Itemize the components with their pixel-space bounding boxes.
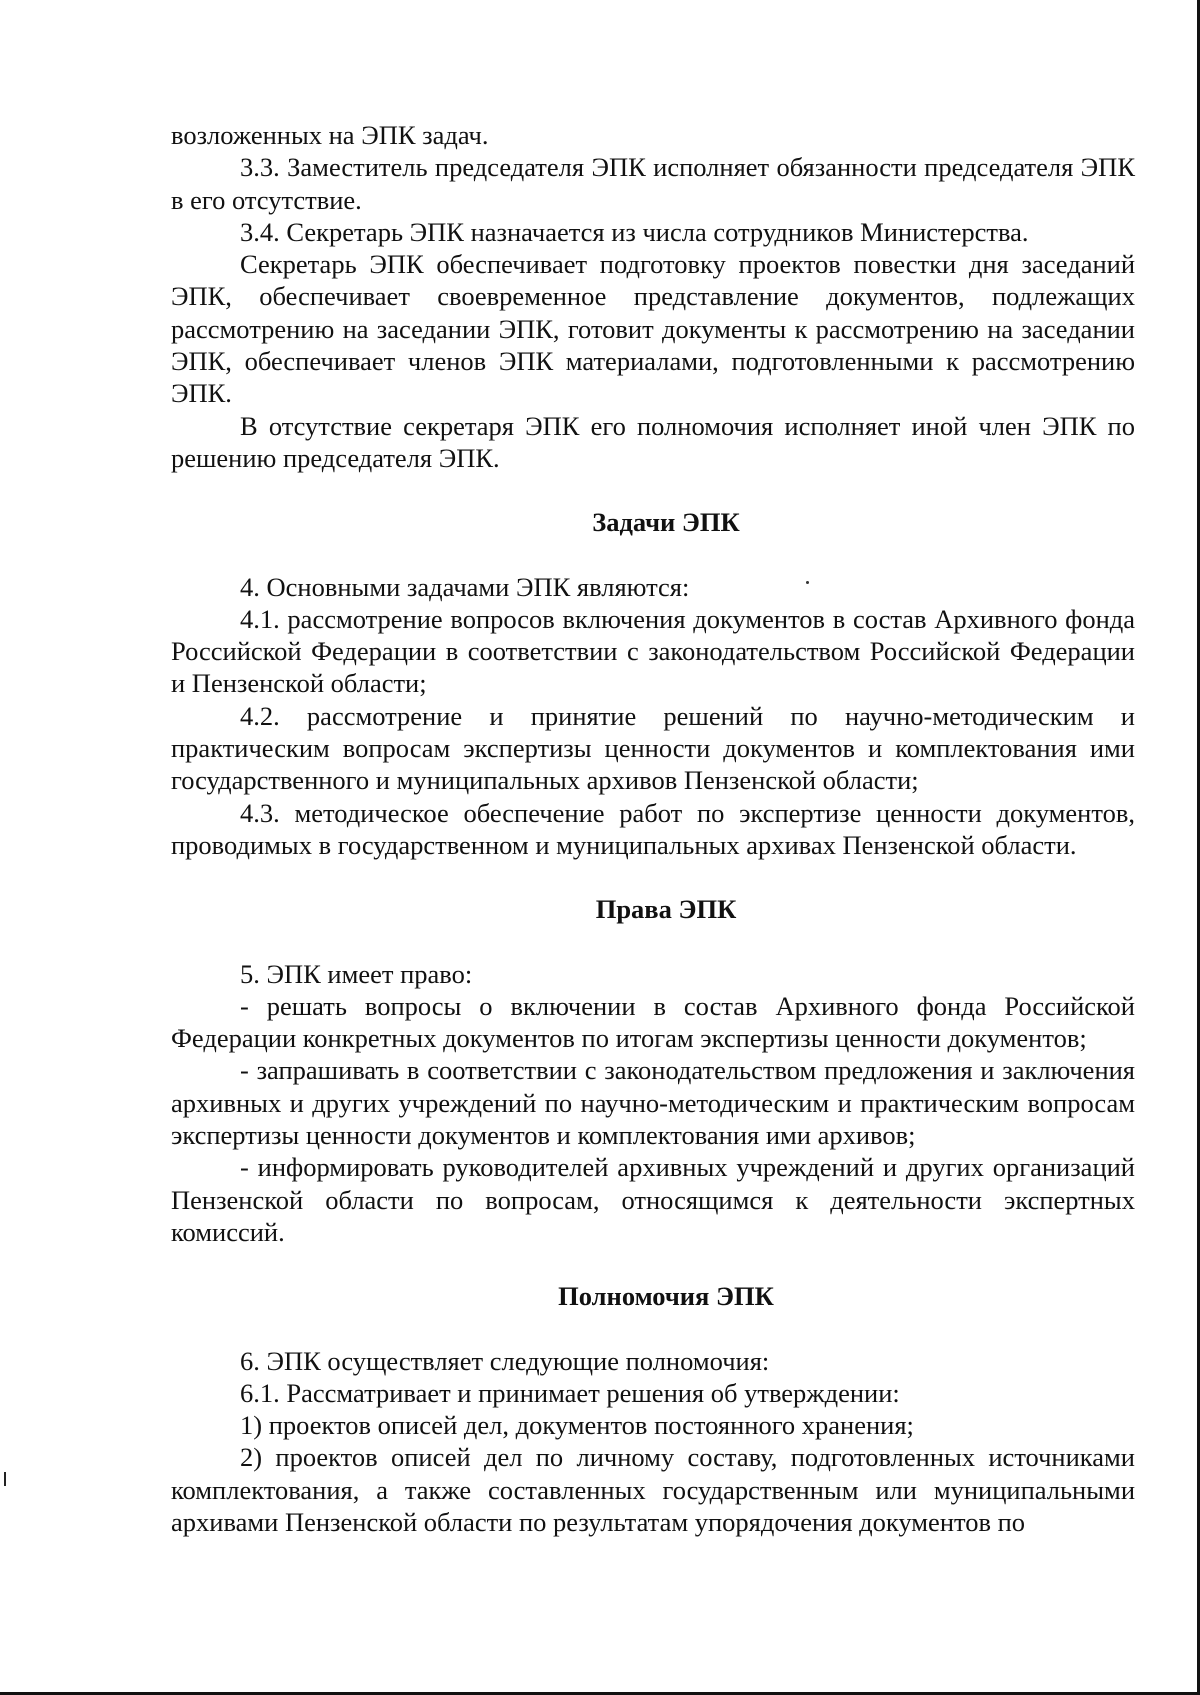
paragraph-3-3: 3.3. Заместитель председателя ЭПК исполняет обязанности председателя ЭПК в его отсутствие.: [171, 152, 1135, 215]
paragraph-6-1-1: 1) проектов описей дел, документов постоянного хранения;: [240, 1410, 914, 1441]
paragraph-5-item-2: - запрашивать в соответствии с законодательством предложения и заключения архивных и других учреждений по научно-методическим и практическим вопросам экспертизы ценности документов и комплектования ими архивов;: [171, 1055, 1135, 1151]
paragraph-4-3: 4.3. методическое обеспечение работ по экспертизе ценности документов, проводимых в государственном и муниципальных архивах Пензенской области.: [171, 797, 1135, 860]
paragraph-5: 5. ЭПК имеет право:: [240, 958, 473, 989]
paragraph-4: 4. Основными задачами ЭПК являются:: [240, 571, 690, 602]
paragraph-3-4: 3.4. Секретарь ЭПК назначается из числа сотрудников Министерства.: [240, 216, 1029, 247]
paragraph-continuation: возложенных на ЭПК задач.: [171, 120, 489, 150]
paragraph-5-item-1: - решать вопросы о включении в состав Архивного фонда Российской Федерации конкретных документов по итогам экспертизы ценности документов;: [171, 990, 1135, 1054]
paragraph-secretary-absence: В отсутствие секретаря ЭПК его полномочия исполняет иной член ЭПК по решению председателя ЭПК.: [171, 410, 1135, 473]
paragraph-6-1-2: 2) проектов описей дел по личному составу, подготовленных источниками комплектования, а также составленных государственным или муниципальными архивами Пензенской области по результатам упорядочения документов по: [171, 1442, 1135, 1537]
paragraph-6: 6. ЭПК осуществляет следующие полномочия:: [240, 1345, 770, 1376]
document-body: [171, 119, 1135, 1538]
paragraph-4-2: 4.2. рассмотрение и принятие решений по научно-методическим и практическим вопросам экспертизы ценности документов и комплектования ими государственного и муниципальных архивов Пензенской области;: [171, 700, 1135, 796]
section-heading-rights: Права ЭПК: [595, 894, 737, 925]
section-heading-powers: Полномочия ЭПК: [558, 1281, 774, 1312]
paragraph-6-1: 6.1. Рассматривает и принимает решения об утверждении:: [240, 1377, 900, 1408]
paragraph-4-1: 4.1. рассмотрение вопросов включения документов в состав Архивного фонда Российской Федерации в соответствии с законодательством Российской Федерации и Пензенской области;: [171, 603, 1135, 699]
paragraph-secretary-duties: Секретарь ЭПК обеспечивает подготовку проектов повестки дня заседаний ЭПК, обеспечивает своевременное представление документов, подлежащих рассмотрению на заседании ЭПК, готовит документы к рассмотрению на заседании ЭПК, обеспечивает членов ЭПК материалами, подготовленными к рассмотрению ЭПК.: [171, 249, 1135, 409]
section-heading-tasks: Задачи ЭПК: [592, 507, 740, 538]
scan-edge-mark: [4, 1472, 6, 1486]
paragraph-5-item-3: - информировать руководителей архивных учреждений и других организаций Пензенской области по вопросам, относящимся к деятельности экспертных комиссий.: [171, 1152, 1135, 1247]
